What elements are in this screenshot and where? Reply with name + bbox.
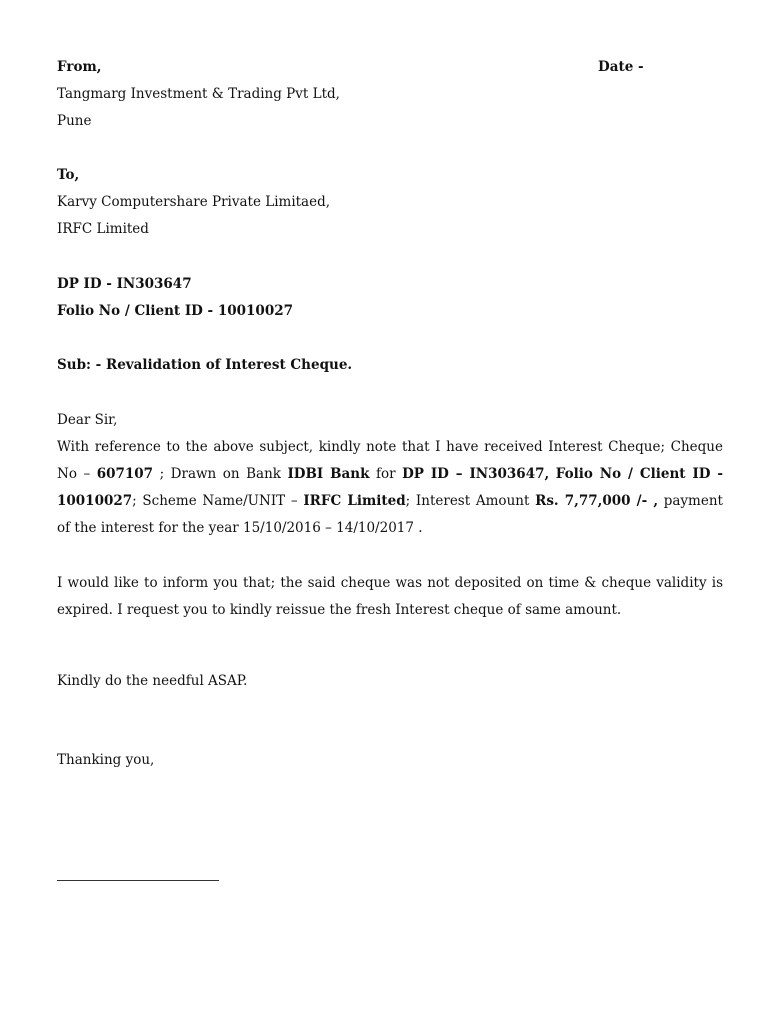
p1-text-3: for (369, 466, 403, 482)
scheme-name: IRFC Limited (303, 493, 406, 509)
subject-text: Sub: - Revalidation of Interest Cheque. (57, 357, 353, 373)
paragraph-cheque-details (57, 434, 723, 542)
date-label: Date - (598, 59, 644, 75)
p1-dp-id: DP ID – IN303647, (402, 466, 550, 482)
p1-text-2: ; Drawn on Bank (153, 466, 288, 482)
from-label: From, (57, 59, 102, 75)
folio-client-id: Folio No / Client ID - 10010027 (57, 303, 293, 319)
cheque-number: 607107 (96, 466, 154, 482)
bank-name: IDBI Bank (287, 466, 370, 482)
p1-text-5: ; Scheme Name/UNIT – (132, 493, 304, 509)
p1-text-1: With reference to the above subject, kindly note that I have received Interest Cheque; Cheque No – (57, 439, 723, 482)
p1-folio: Folio No / Client ID - 10010027 (57, 466, 723, 509)
sender-company: Tangmarg Investment & Trading Pvt Ltd, (57, 86, 340, 102)
recipient-line-2: IRFC Limited (57, 221, 149, 237)
closing-line: Thanking you, (57, 752, 155, 768)
interest-amount: Rs. 7,77,000 /- , (535, 493, 659, 509)
needful-line: Kindly do the needful ASAP. (57, 673, 248, 689)
recipient-line-1: Karvy Computershare Private Limitaed, (57, 194, 331, 210)
salutation: Dear Sir, (57, 412, 118, 428)
p1-text-6: ; Interest Amount (405, 493, 536, 509)
signature-line (57, 880, 219, 881)
paragraph-request (57, 570, 723, 624)
subject-line (57, 352, 723, 379)
p1-text-7: payment of the interest for the year 15/10/2016 – 14/10/2017 . (57, 493, 723, 536)
sender-city: Pune (57, 113, 92, 129)
request-text: I would like to inform you that; the said cheque was not deposited on time & cheque validity is expired. I request you to kindly reissue the fresh Interest cheque of same amount. (57, 575, 723, 618)
to-label: To, (57, 167, 80, 183)
dp-id: DP ID - IN303647 (57, 276, 192, 292)
